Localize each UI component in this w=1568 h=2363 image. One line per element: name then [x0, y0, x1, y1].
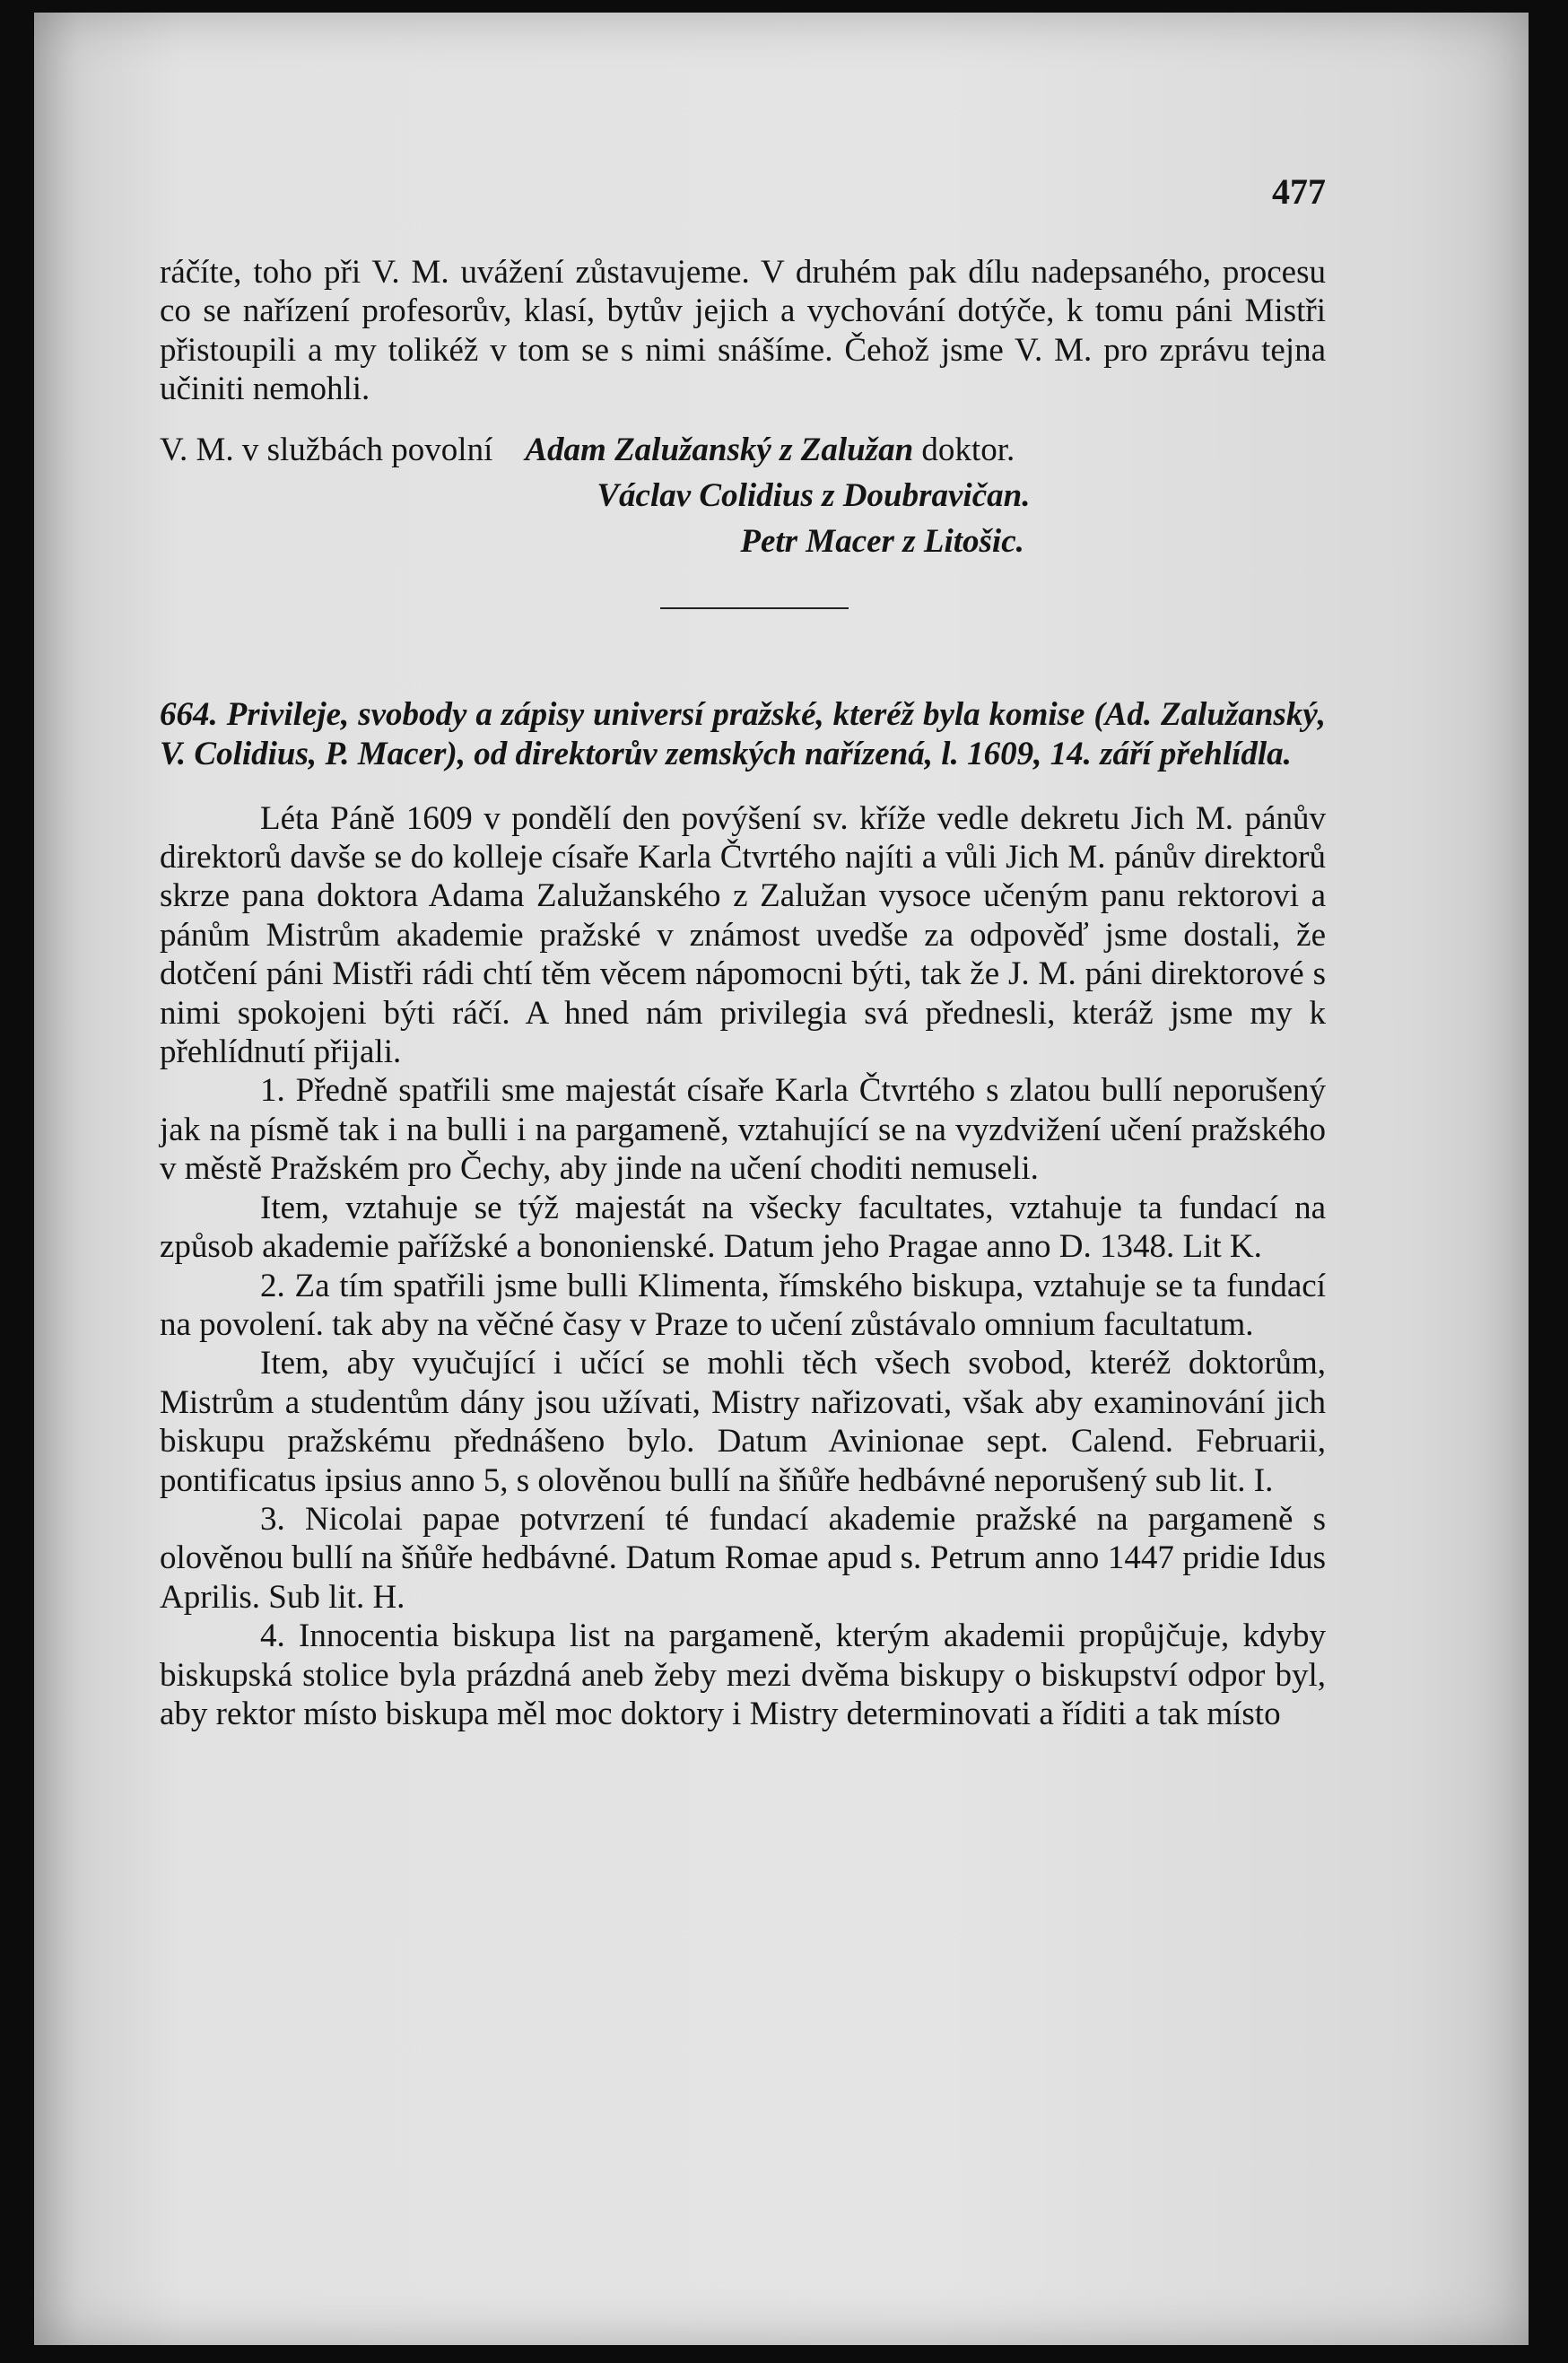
signature-name-1: Adam Zalužanský z Zalužan [525, 431, 914, 468]
page-number: 477 [1272, 171, 1326, 212]
intro-paragraph: ráčíte, toho při V. M. uvážení zůstavujeme. V druhém pak dílu nadepsaného, procesu co se nařízení profesorův, klasí, bytův jejich a vychování dotýče, k tomu páni Mistři přistoupili a my tolikéž v tom se s nimi snášíme. Čehož jsme V. M. pro zprávu tejna učiniti nemohli. [160, 254, 1326, 408]
document-heading [160, 695, 1326, 774]
signature-title-1: doktor. [921, 431, 1015, 468]
body-paragraph: 2. Za tím spatřili jsme bulli Klimenta, římského biskupa, vztahuje se ta fundací na povolení. tak aby na věčné časy v Praze to učení zůstávalo omnium facultatum. [160, 1267, 1326, 1343]
document-title: Privileje, svobody a zápisy universí pražské, kteréž byla komise (Ad. Zalužanský, V. Colidius, P. Macer), od direktorův zemských nařízená, l. 1609, 14. září přehlídla. [160, 695, 1327, 772]
signature-name-3: Petr Macer z Litošic. [740, 522, 1024, 560]
signature-block [160, 427, 1326, 564]
document-body [160, 799, 1326, 1734]
body-paragraph: 1. Předně spatřili sme majestát císaře Karla Čtvrtého s zlatou bullí neporušený jak na písmě tak i na bulli i na pargameně, vztahující se na vyzdvižení učení pražského v městě Pražském pro Čechy, aby jinde na učení choditi nemuseli. [160, 1072, 1326, 1188]
body-paragraph: Item, aby vyučující i učící se mohli těch všech svobod, kteréž doktorům, Mistrům a studentům dány jsou užívati, Mistry nařizovati, však aby examinování jich biskupu pražskému přednášeno bylo. Datum Avinionae sept. Calend. Februarii, pontificatus ipsius anno 5, s olověnou bullí na šňůře hedbávné neporušený sub lit. I. [160, 1345, 1326, 1499]
signature-line-1 [525, 427, 1030, 473]
body-paragraph: Item, vztahuje se týž majestát na všecky facultates, vztahuje ta fundací na způsob akademie pařížské a bononienské. Datum jeho Pragae anno D. 1348. Lit K. [160, 1189, 1326, 1266]
signature-name-2: Václav Colidius z Doubravičan. [597, 476, 1031, 514]
book-page [34, 13, 1529, 2345]
body-paragraph: Léta Páně 1609 v pondělí den povýšení sv. kříže vedle dekretu Jich M. pánův direktorů davše se do kolleje císaře Karla Čtvrtého najíti a vůli Jich M. pánův direktorů skrze pana doktora Adama Zalužanského z Zalužan vysoce učeným panu rektorovi a pánům Mistrům akademie pražské v známost uvedše za odpověď jsme dostali, že dotčení páni Mistři rádi chtí těm věcem nápomocni býti, tak že J. M. páni direktorové s nimi spokojeni býti ráčí. A hned nám privilegia svá přednesli, kteráž jsme my k přehlídnutí přijali. [160, 799, 1326, 1071]
page-content [160, 253, 1326, 1733]
signature-names [525, 427, 1030, 564]
body-paragraph: 3. Nicolai papae potvrzení té fundací akademie pražské na pargameně s olověnou bullí na šňůře hedbávné. Datum Romae apud s. Petrum anno 1447 pridie Idus Aprilis. Sub lit. H. [160, 1500, 1326, 1616]
body-paragraph: 4. Innocentia biskupa list na pargameně, kterým akademii propůjčuje, kdyby biskupská stolice byla prázdná aneb žeby mezi dvěma biskupy o biskupství odpor byl, aby rektor místo biskupa měl moc doktory i Mistry determinovati a říditi a tak místo [160, 1617, 1326, 1732]
section-divider [660, 607, 849, 609]
signature-intro: V. M. v službách povolní [160, 431, 493, 468]
document-number: 664. [160, 695, 218, 733]
